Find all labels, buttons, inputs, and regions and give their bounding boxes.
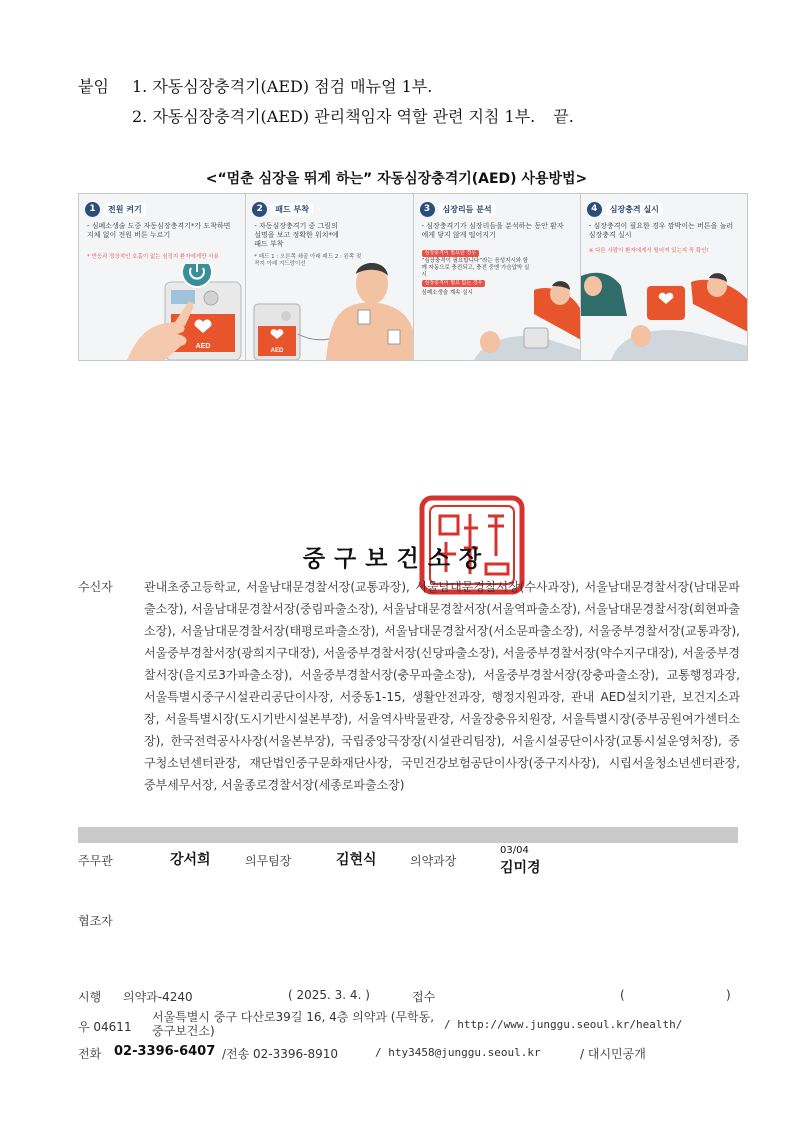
shock-needed-tag: 심장충격이 필요한 경우: [422, 250, 479, 257]
aed-step-2: [246, 194, 413, 360]
aed-label: AED: [195, 343, 211, 350]
reviewer-role: 의무팀장: [245, 854, 292, 868]
drafter-name: 강서희: [170, 852, 211, 868]
attachment-list: [78, 72, 574, 132]
attachment-item-1: 1. 자동심장충격기(AED) 점검 매뉴얼 1부.: [132, 77, 433, 96]
step-title: 패드 부착: [271, 203, 313, 216]
recipients-block: [78, 576, 740, 796]
reviewer-name: 김현식: [336, 852, 377, 868]
shock-delivery-illustration: [581, 256, 747, 360]
aed-label: AED: [270, 348, 284, 354]
attachment-label: 붙임: [78, 77, 109, 96]
receive-paren-close: ): [726, 988, 731, 1002]
aed-step-4: [581, 194, 747, 360]
organization-head-title: 중구보건소장: [302, 546, 491, 572]
aed-device-hand-illustration: [79, 264, 246, 360]
address: 서울특별시 중구 다산로39길 16, 4층 의약과 (무학동, 중구보건소): [152, 1010, 435, 1038]
postal-code: 우 04611: [78, 1020, 132, 1034]
disclosure-status: / 대시민공개: [580, 1047, 646, 1061]
step-number: 2: [252, 202, 267, 217]
step-title: 심장충격 실시: [606, 203, 663, 216]
enforce-date: ( 2025. 3. 4. ): [288, 988, 370, 1002]
drafter-role: 주무관: [78, 854, 113, 868]
approver-name: 김미경: [500, 860, 541, 876]
aed-step-1: [79, 194, 246, 360]
step-description: - 심장충격이 필요한 경우 깜박이는 버튼을 눌러 심장충격 실시: [588, 222, 734, 239]
email-address[interactable]: / hty3458@junggu.seoul.kr: [375, 1046, 541, 1059]
website-link[interactable]: / http://www.junggu.seoul.kr/health/: [444, 1018, 683, 1031]
recipients-label: 수신자: [78, 580, 113, 594]
receive-label: 접수: [412, 990, 436, 1004]
step-description: - 자동심장충격기 중 그림의 설명을 보고 정확한 위치*에 패드 부착: [254, 222, 339, 248]
step-note: * 패드 1 : 오른쪽 쇄골 아래 패드 2 : 왼쪽 젖꼭지 아래 겨드랑이선: [254, 254, 362, 267]
pad-attach-illustration: [246, 234, 413, 360]
section-divider-bar: [78, 827, 738, 843]
step-title: 심장리듬 분석: [439, 203, 496, 216]
step-number: 3: [420, 202, 435, 217]
aed-step-3: [414, 194, 581, 360]
approver-role: 의약과장: [410, 854, 457, 868]
shock-needed-text: “심장충격이 필요합니다”라는 음성지시와 함께 자동으로 충전되고, 충전 중엔 가슴압박 실시: [421, 258, 530, 278]
receive-paren-open: (: [620, 988, 625, 1002]
shock-not-needed-tag: 심장충격이 필요 없는 경우: [422, 280, 486, 287]
step-number: 1: [85, 202, 100, 217]
attachment-end: 끝.: [553, 107, 574, 126]
step-note: * 반응과 정상적인 호흡이 없는 심정지 환자에게만 사용: [87, 254, 219, 260]
rhythm-analysis-illustration: [414, 270, 581, 360]
enforce-label: 시행: [78, 990, 102, 1004]
step-note: ※ 다른 사람이 환자에게서 떨어져 있는지 꼭 확인!: [588, 248, 709, 254]
aed-guide-infographic: [78, 193, 748, 361]
phone-number: 02-3396-6407: [114, 1044, 216, 1059]
phone-label: 전화: [78, 1047, 102, 1061]
doc-number: 의약과-4240: [123, 990, 193, 1004]
step-title: 전원 켜기: [104, 203, 146, 216]
attachment-item-2: 2. 자동심장충격기(AED) 관리책임자 역할 관련 지침 1부.: [132, 107, 536, 126]
recipients-list: 관내초중고등학교, 서울남대문경찰서장(교통과장), 서울남대문경찰서장(수사과장), 서울남대문경찰서장(남대문파출소장), 서울남대문경찰서장(중림파출소장), 서울남대문경찰서장(서울역파출소장), 서울남대문경찰서장(회현파출소장), 서울남대문경찰서장(태평로파출소장), 서울남대문경찰서장(서소문파출소장), 서울중부경찰서장(교통과장), 서울중부경찰서장(광희지구대장), 서울중부경찰서장(신당파출소장), 서울중부경찰서장(약수지구대장), 서울중부경찰서장(을지로3가파출소장), 서울중부경찰서장(충무파출소장), 서울중부경찰서장(장충파출소장), 교통행정과장, 서울특별시중구시설관리공단이사장, 서중동1-15, 생활안전과장, 행정지원과장, 관내 AED설치기관, 보건지소과장, 서울특별시장(도시기반시설본부장), 서울역사박물관장, 서울장충유치원장, 서울특별시장(중부공원여가센터소장), 한국전력공사사장(서울본부장), 국립중앙극장장(시설관리팀장), 서울시설공단이사장(교통시설운영처장), 중구청소년센터관장, 재단법인중구문화재단사장, 국민건강보험공단이사장(중구지사장), 시립서울청소년센터관장, 중부세무서장, 서울종로경찰서장(세종로파출소장): [144, 580, 740, 792]
fax-number: /전송 02-3396-8910: [222, 1047, 339, 1061]
step-number: 4: [587, 202, 602, 217]
shock-not-needed-text: 심폐소생술 계속 실시: [421, 290, 473, 296]
step-description: - 심폐소생술 도중 자동심장충격기*가 도착하면 지체 없이 전원 버튼 누르기: [87, 222, 231, 239]
aed-guide-title: <“멈춘 심장을 뛰게 하는” 자동심장충격기(AED) 사용방법>: [205, 171, 588, 187]
approval-date: 03/04: [500, 845, 529, 856]
step-description: - 심장충격기가 심장리듬을 분석하는 동안 환자에게 닿지 않게 떨어지기: [421, 222, 564, 239]
cooperation-label: 협조자: [78, 914, 113, 928]
